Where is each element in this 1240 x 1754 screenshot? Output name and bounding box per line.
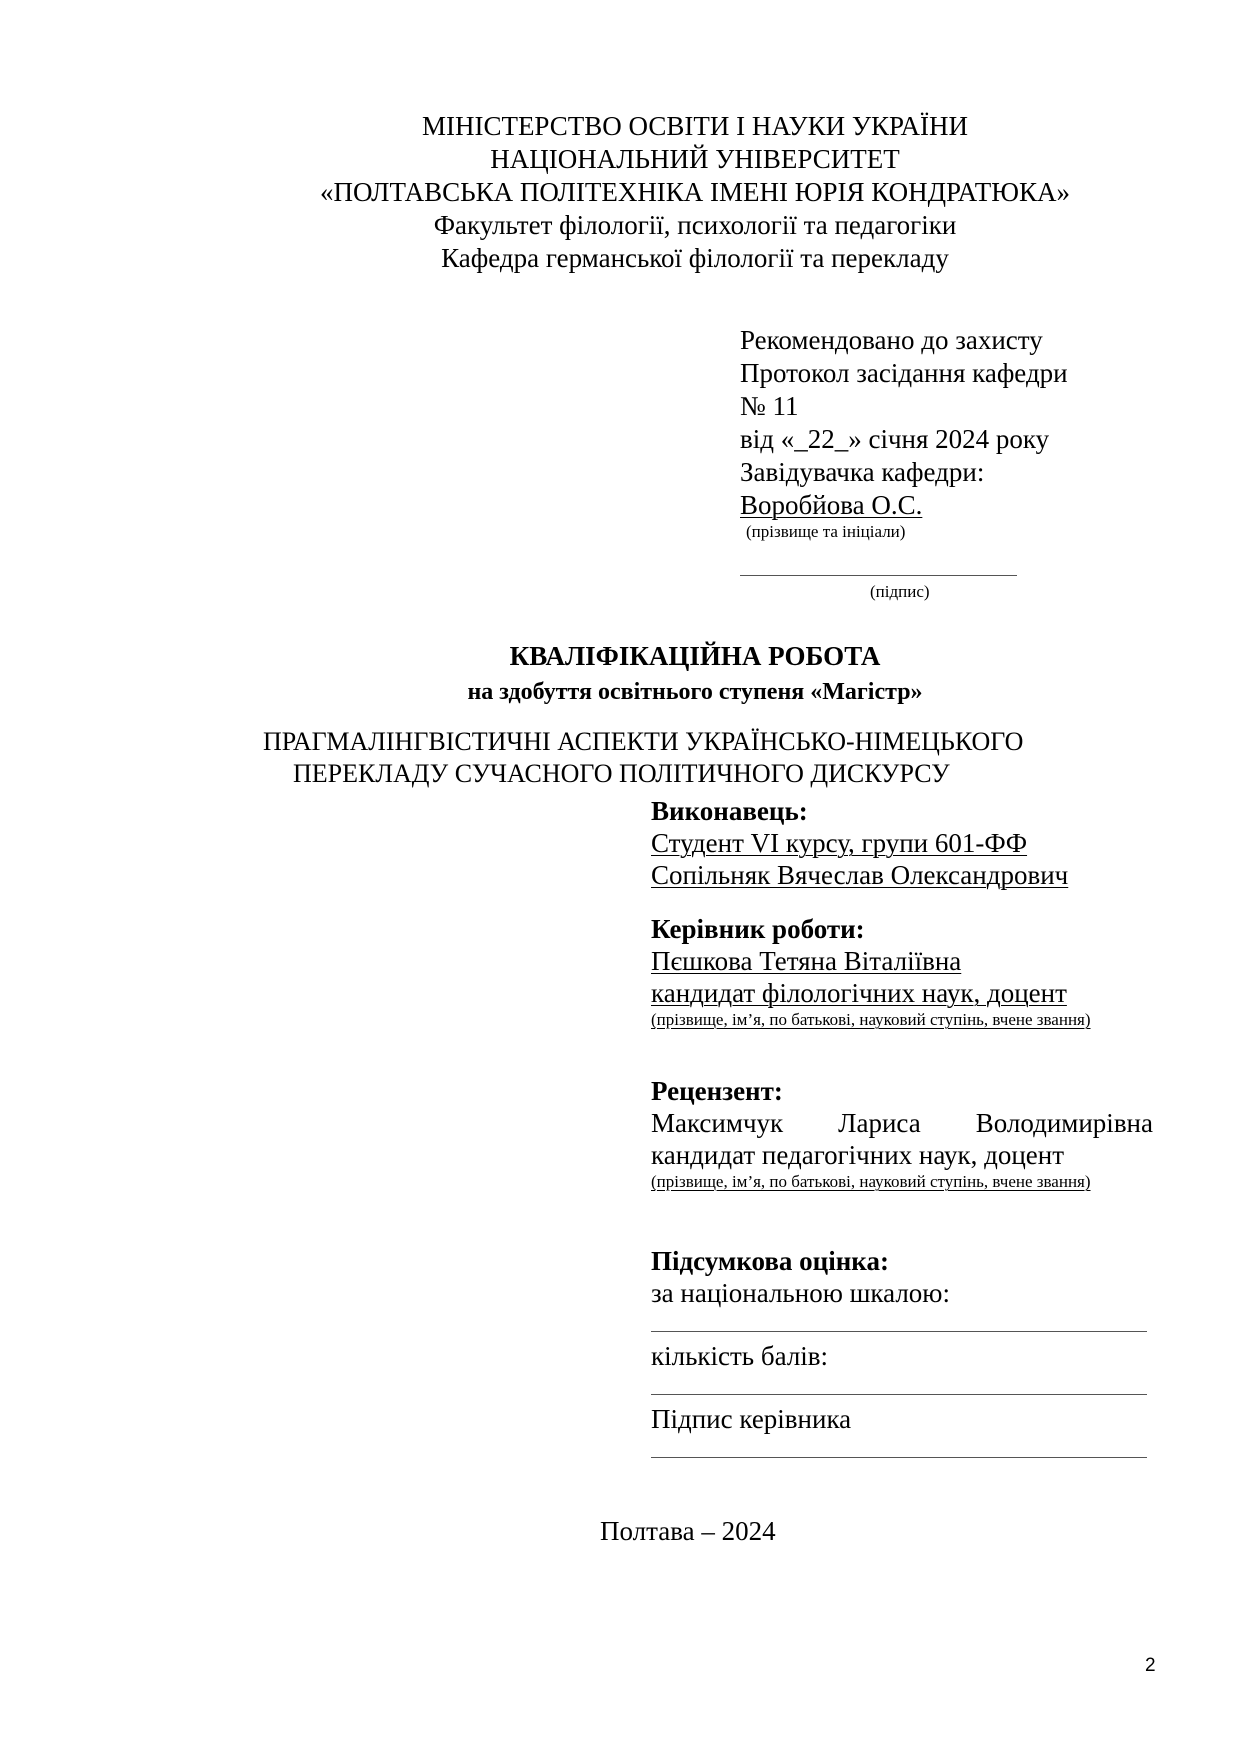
points-blank [651,1394,1147,1395]
head-name: Воробйова О.С. [740,490,923,520]
supervisor-label: Керівник роботи: [651,914,865,944]
protocol-date: від «_22_» січня 2024 року [740,424,1050,454]
reviewer-name: Максимчук Лариса Володимирівна [651,1108,1153,1138]
reviewer-block [651,1075,1153,1192]
department-heading: Кафедра германської філології та перекладу [441,243,949,273]
recommendation-line2: Протокол засідання кафедри [740,358,1068,388]
work-subtitle: на здобуття освітнього ступеня «Магістр» [467,679,923,705]
executor-course-group: Студент VI курсу, групи 601-ФФ [651,828,1028,858]
work-topic-line1: ПРАГМАЛІНГВІСТИЧНІ АСПЕКТИ УКРАЇНСЬКО-НІМЕЦЬКОГО [263,727,1024,756]
signature-line [740,575,1017,576]
work-topic-line2: ПЕРЕКЛАДУ СУЧАСНОГО ПОЛІТИЧНОГО ДИСКУРСУ [293,759,950,788]
work-title: КВАЛІФІКАЦІЙНА РОБОТА [509,641,881,671]
page-number: 2 [1145,1655,1156,1676]
university-heading-line2: «ПОЛТАВСЬКА ПОЛІТЕХНІКА ІМЕНІ ЮРІЯ КОНДРАТЮКА» [319,177,1070,207]
executor-label: Виконавець: [651,796,808,826]
executor-name: Сопільняк Вячеслав Олександрович [651,860,1069,890]
head-label: Завідувачка кафедри: [740,457,985,487]
name-caption: (прізвище та ініціали) [746,522,906,541]
supervisor-name: Пєшкова Тетяна Віталіївна [651,946,962,976]
recommendation-line1: Рекомендовано до захисту [740,325,1043,355]
ministry-heading: МІНІСТЕРСТВО ОСВІТИ І НАУКИ УКРАЇНИ [421,111,969,141]
protocol-number: № 11 [740,391,799,421]
city-year: Полтава – 2024 [600,1516,776,1546]
reviewer-degree: кандидат педагогічних наук, доцент [651,1140,1065,1170]
points-label: кількість балів: [651,1341,829,1371]
national-scale-label: за національною шкалою: [651,1278,950,1308]
supervisor-caption: (прізвище, ім’я, по батькові, науковий ступінь, вчене звання) [651,1010,1091,1029]
supervisor-signature-label: Підпис керівника [651,1404,852,1434]
supervisor-degree: кандидат філологічних наук, доцент [651,978,1067,1008]
supervisor-signature-blank [651,1457,1147,1458]
executor-block [651,795,1153,891]
faculty-heading: Факультет філології, психології та педагогіки [433,210,957,240]
university-heading-line1: НАЦІОНАЛЬНИЙ УНІВЕРСИТЕТ [490,144,900,174]
supervisor-block [651,913,1153,1030]
grade-block [651,1245,1153,1466]
national-scale-blank [651,1331,1147,1332]
reviewer-caption: (прізвище, ім’я, по батькові, науковий ступінь, вчене звання) [651,1172,1091,1191]
grade-label: Підсумкова оцінка: [651,1246,889,1276]
signature-caption: (підпис) [870,582,930,601]
recommendation-block [740,324,1160,542]
reviewer-label: Рецензент: [651,1076,783,1106]
